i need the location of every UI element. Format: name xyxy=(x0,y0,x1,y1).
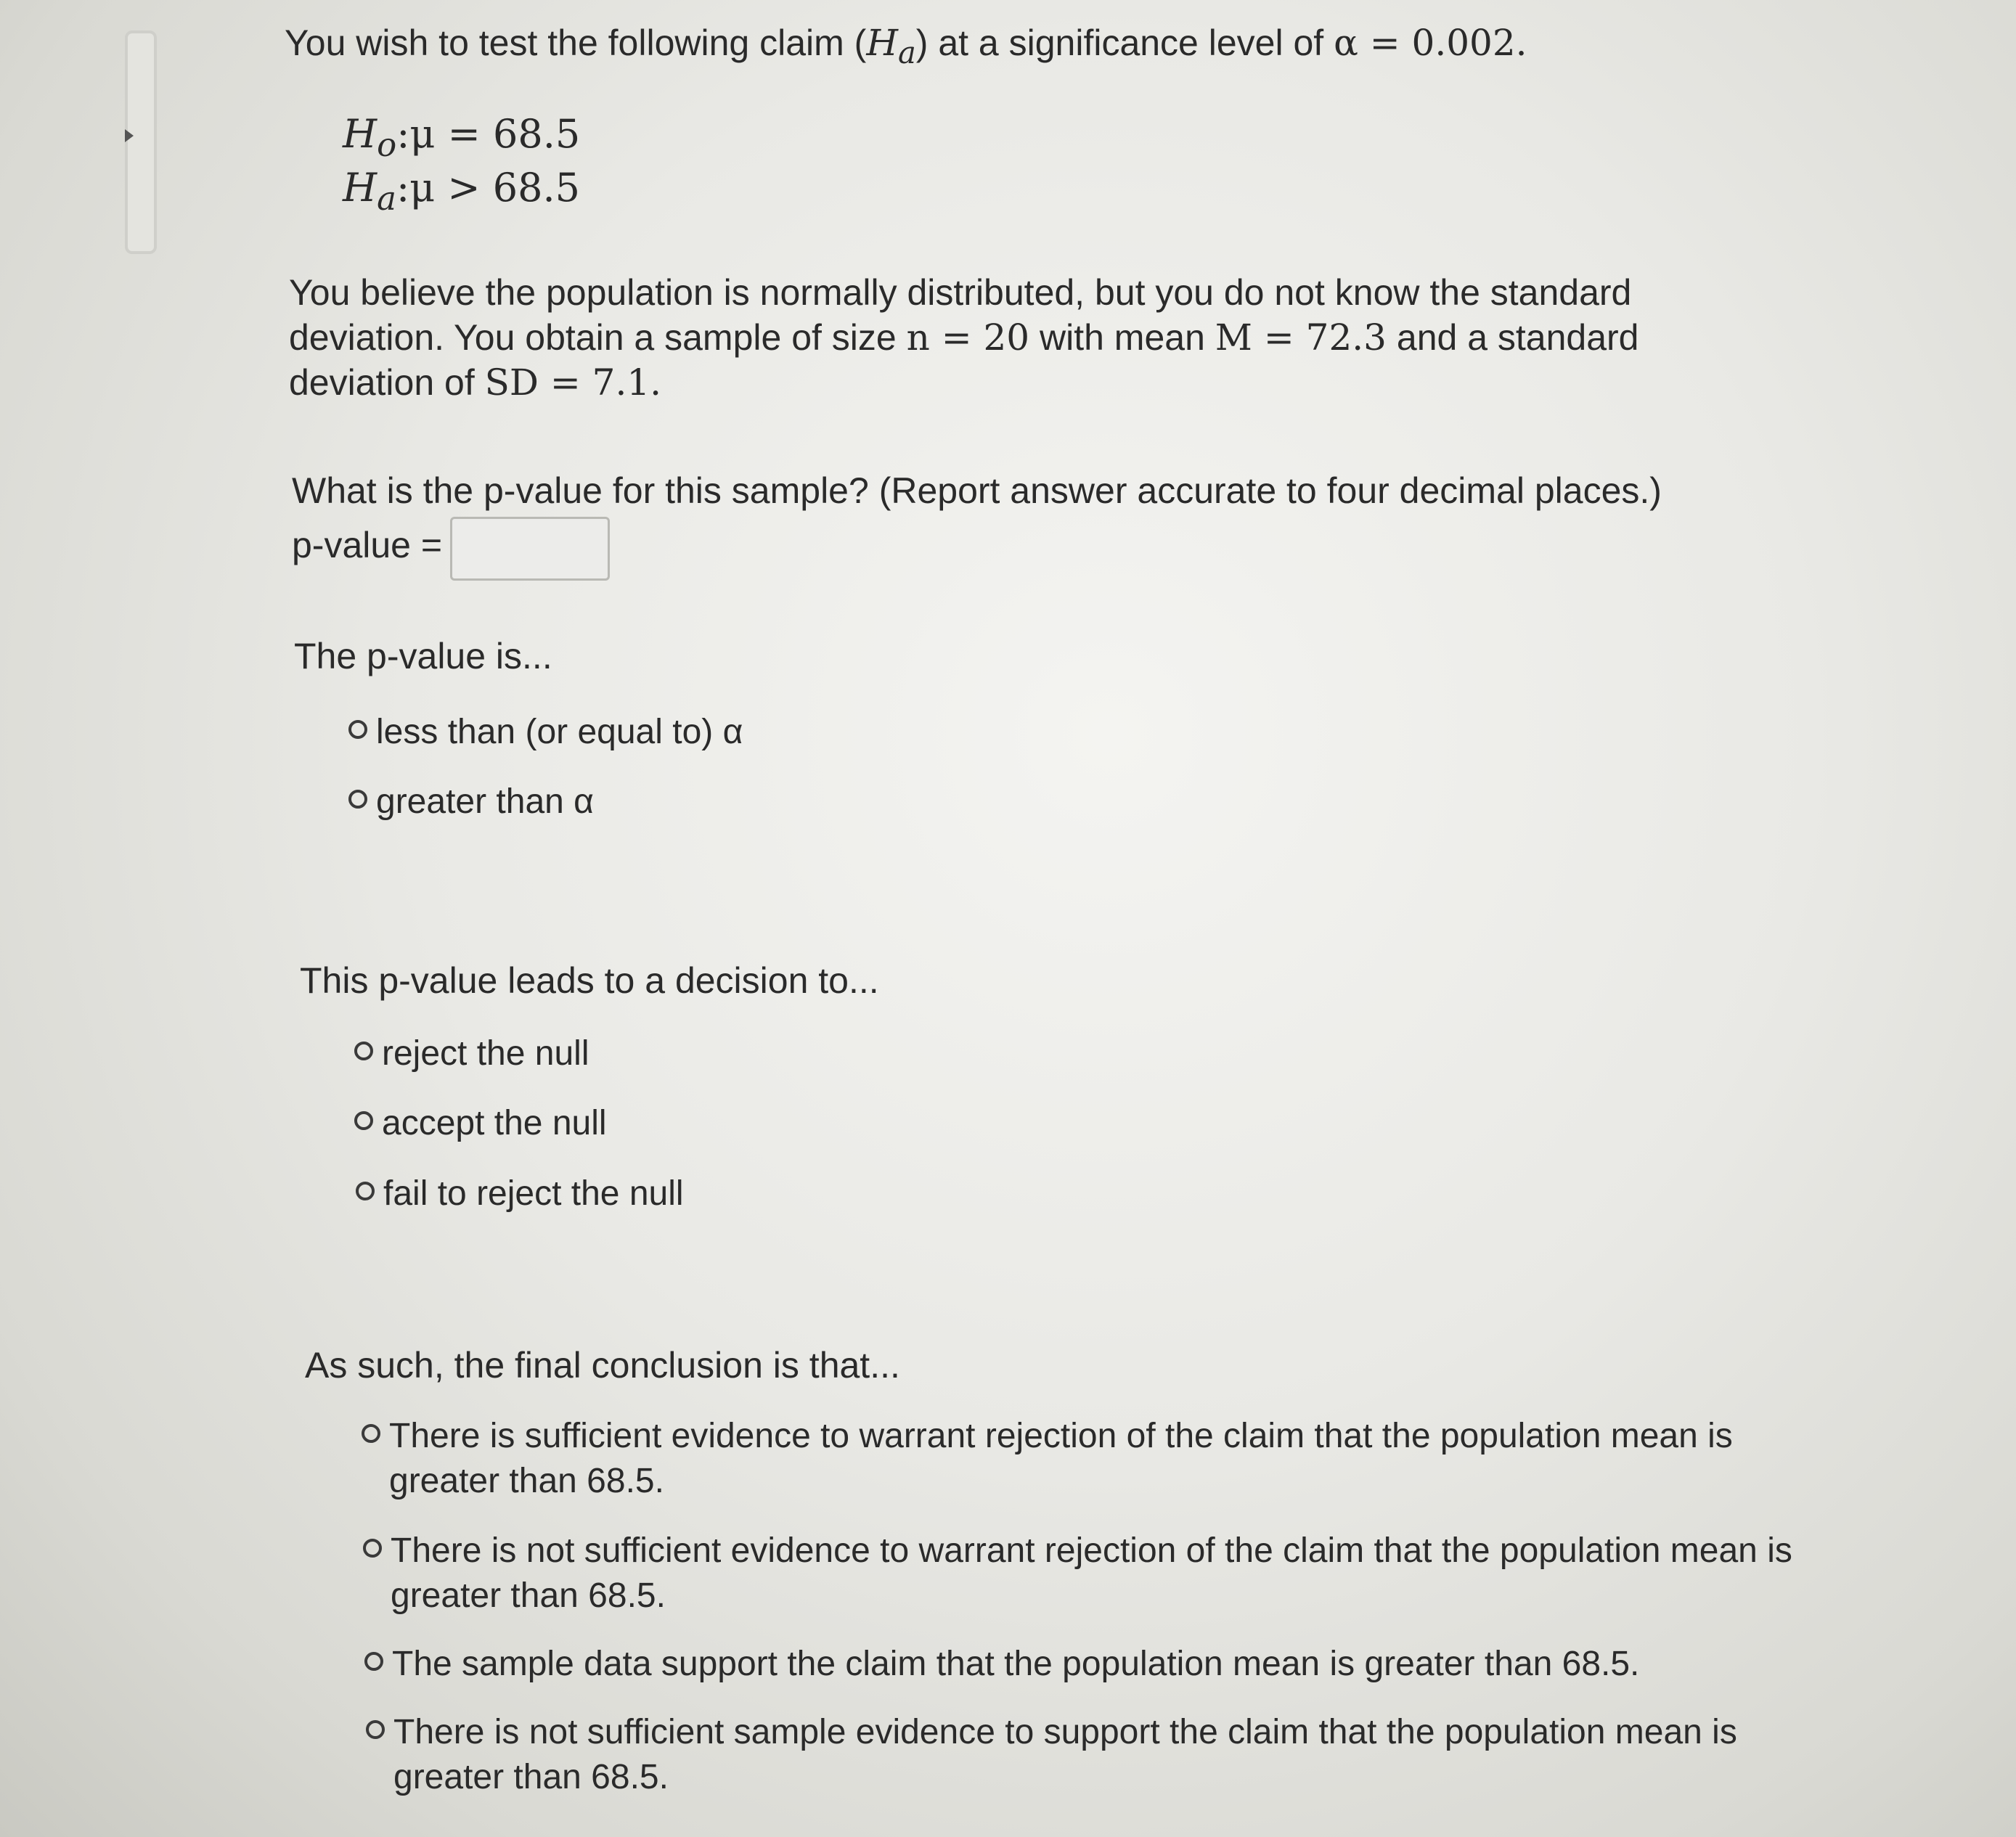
option-reject-null[interactable]: reject the null xyxy=(354,1031,589,1076)
radio-button[interactable] xyxy=(354,1042,373,1060)
pvalue-input[interactable] xyxy=(450,517,610,581)
option-greater-than-alpha[interactable]: greater than α xyxy=(348,780,594,825)
radio-button[interactable] xyxy=(348,720,367,739)
scenario-paragraph: You believe the population is normally distributed, but you do not know the standard deviation. You obtain a sample of size n = 20 with mean M = 72.3 and a standard deviation of SD = 7.1. xyxy=(289,272,1639,404)
option-conclusion-1[interactable]: There is sufficient evidence to warrant rejection of the claim that the population mean is greater than 68.5. xyxy=(362,1414,1805,1504)
radio-button[interactable] xyxy=(356,1182,375,1200)
null-hypothesis: $H_o:\mu = 68.5$ xyxy=(343,111,581,164)
pvalue-label: p-value = xyxy=(292,525,443,565)
pvalue-question: What is the p-value for this sample? (Report answer accurate to four decimal places.) xyxy=(292,470,1662,511)
option-conclusion-4[interactable]: There is not sufficient sample evidence to support the claim that the population mean is greater than 68.5. xyxy=(366,1710,1809,1800)
option-conclusion-3[interactable]: The sample data support the claim that the population mean is greater than 68.5. xyxy=(364,1642,1808,1687)
intro-text: You wish to test the following claim $(H_a)$ at a significance level of α = 0.002. xyxy=(285,22,1527,70)
compare-prompt: The p-value is... xyxy=(294,636,552,676)
option-accept-null[interactable]: accept the null xyxy=(354,1101,607,1146)
radio-button[interactable] xyxy=(362,1424,380,1443)
option-conclusion-2[interactable]: There is not sufficient evidence to warrant rejection of the claim that the population mean is greater than 68.5. xyxy=(363,1529,1806,1619)
expand-arrow-icon[interactable] xyxy=(125,129,134,142)
alternative-hypothesis: $H_a:\mu > 68.5$ xyxy=(343,165,581,218)
radio-button[interactable] xyxy=(366,1720,385,1739)
side-panel-handle[interactable] xyxy=(125,30,157,254)
radio-button[interactable] xyxy=(354,1111,373,1130)
radio-button[interactable] xyxy=(363,1539,382,1558)
decision-prompt: This p-value leads to a decision to... xyxy=(300,960,879,1001)
radio-button[interactable] xyxy=(348,790,367,809)
option-less-than-alpha[interactable]: less than (or equal to) α xyxy=(348,710,743,755)
option-fail-to-reject-null[interactable]: fail to reject the null xyxy=(356,1171,684,1216)
conclusion-prompt: As such, the final conclusion is that... xyxy=(305,1345,900,1386)
alpha-value: α = 0.002. xyxy=(1334,22,1527,64)
radio-button[interactable] xyxy=(364,1652,383,1671)
